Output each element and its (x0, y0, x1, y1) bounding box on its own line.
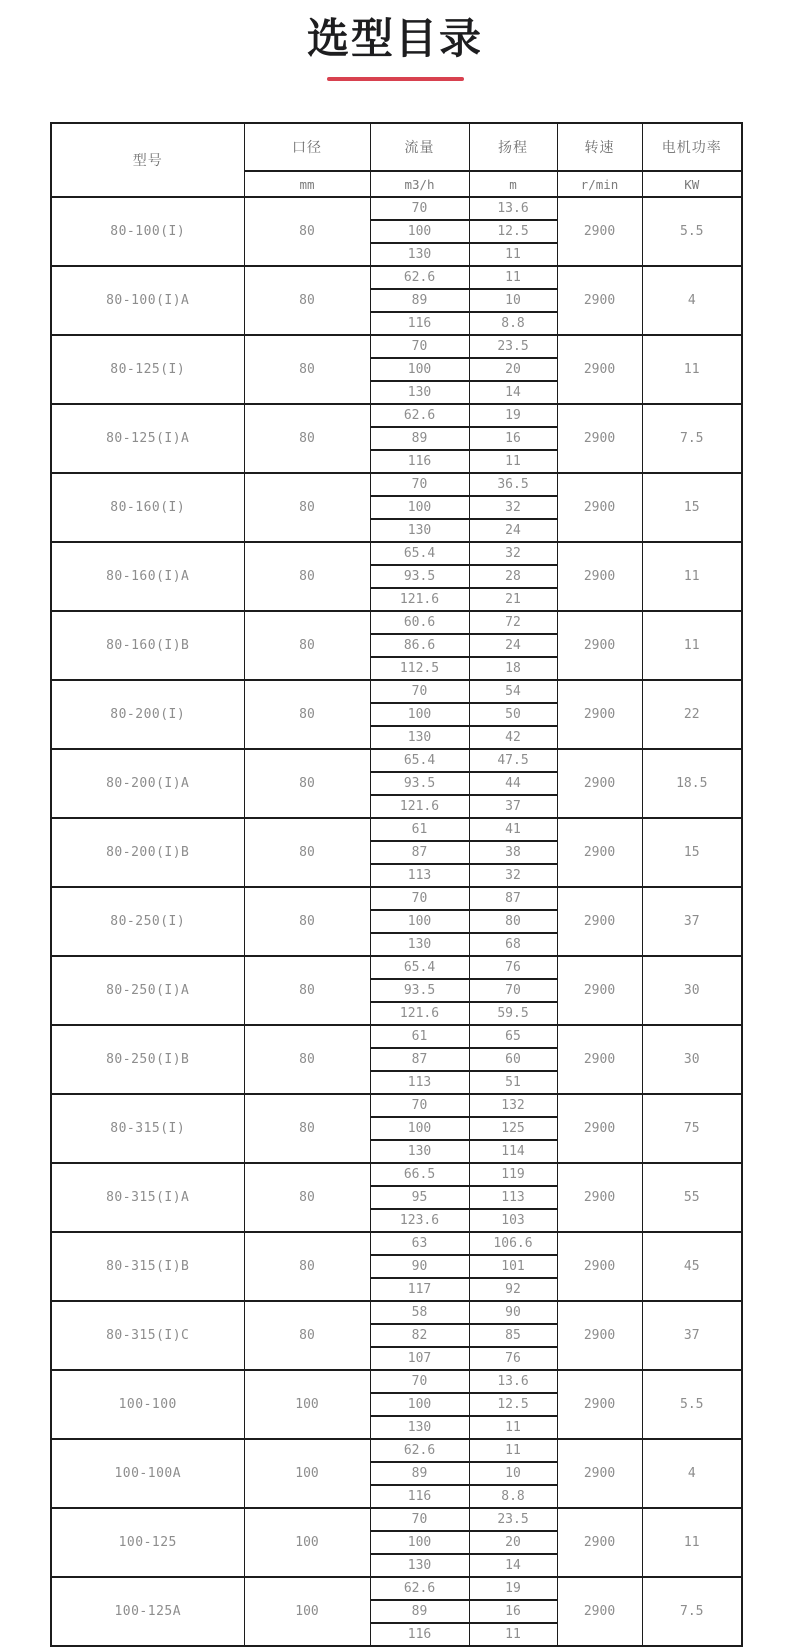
flow-cell: 123.6 (370, 1209, 469, 1232)
diameter-cell: 80 (244, 335, 370, 404)
power-cell: 7.5 (642, 404, 742, 473)
flow-cell: 58 (370, 1301, 469, 1324)
head-cell: 90 (469, 1301, 557, 1324)
flow-cell: 93.5 (370, 772, 469, 795)
flow-cell: 116 (370, 1485, 469, 1508)
head-cell: 24 (469, 519, 557, 542)
head-cell: 44 (469, 772, 557, 795)
model-cell: 80-160(I)A (51, 542, 244, 611)
head-cell: 16 (469, 427, 557, 450)
page-title: 选型目录 (306, 15, 483, 62)
flow-cell: 82 (370, 1324, 469, 1347)
head-cell: 11 (469, 450, 557, 473)
head-cell: 80 (469, 910, 557, 933)
model-cell: 100-125 (51, 1508, 244, 1577)
table-row (51, 404, 742, 427)
head-cell: 11 (469, 266, 557, 289)
head-cell: 50 (469, 703, 557, 726)
unit-power: KW (642, 171, 742, 197)
speed-cell: 2900 (557, 956, 642, 1025)
table-row (51, 1508, 742, 1531)
model-cell: 100-125A (51, 1577, 244, 1646)
power-cell: 75 (642, 1094, 742, 1163)
flow-cell: 95 (370, 1186, 469, 1209)
flow-cell: 130 (370, 726, 469, 749)
flow-cell: 117 (370, 1278, 469, 1301)
model-cell: 80-200(I) (51, 680, 244, 749)
flow-cell: 65.4 (370, 542, 469, 565)
flow-cell: 70 (370, 1094, 469, 1117)
power-cell: 4 (642, 266, 742, 335)
power-cell: 15 (642, 818, 742, 887)
model-cell: 80-160(I)B (51, 611, 244, 680)
unit-diameter: mm (244, 171, 370, 197)
table-row (51, 542, 742, 565)
flow-cell: 63 (370, 1232, 469, 1255)
flow-cell: 112.5 (370, 657, 469, 680)
flow-cell: 121.6 (370, 795, 469, 818)
power-cell: 11 (642, 1508, 742, 1577)
flow-cell: 62.6 (370, 404, 469, 427)
power-cell: 7.5 (642, 1577, 742, 1646)
flow-cell: 93.5 (370, 979, 469, 1002)
flow-cell: 130 (370, 519, 469, 542)
table-row (51, 1439, 742, 1462)
head-cell: 41 (469, 818, 557, 841)
power-cell: 15 (642, 473, 742, 542)
col-header-model: 型号 (51, 123, 244, 197)
table-row (51, 1577, 742, 1600)
diameter-cell: 80 (244, 266, 370, 335)
speed-cell: 2900 (557, 1370, 642, 1439)
flow-cell: 61 (370, 1025, 469, 1048)
flow-cell: 113 (370, 864, 469, 887)
head-cell: 36.5 (469, 473, 557, 496)
flow-cell: 107 (370, 1347, 469, 1370)
speed-cell: 2900 (557, 1301, 642, 1370)
flow-cell: 70 (370, 335, 469, 358)
head-cell: 32 (469, 542, 557, 565)
speed-cell: 2900 (557, 1232, 642, 1301)
power-cell: 5.5 (642, 1370, 742, 1439)
head-cell: 132 (469, 1094, 557, 1117)
flow-cell: 100 (370, 220, 469, 243)
head-cell: 16 (469, 1600, 557, 1623)
head-cell: 12.5 (469, 1393, 557, 1416)
model-cell: 100-100A (51, 1439, 244, 1508)
flow-cell: 60.6 (370, 611, 469, 634)
head-cell: 125 (469, 1117, 557, 1140)
power-cell: 11 (642, 611, 742, 680)
flow-cell: 100 (370, 703, 469, 726)
flow-cell: 130 (370, 933, 469, 956)
head-cell: 87 (469, 887, 557, 910)
col-header-speed: 转速 (557, 123, 642, 171)
flow-cell: 93.5 (370, 565, 469, 588)
flow-cell: 130 (370, 381, 469, 404)
flow-cell: 62.6 (370, 266, 469, 289)
speed-cell: 2900 (557, 749, 642, 818)
model-cell: 80-125(I) (51, 335, 244, 404)
flow-cell: 62.6 (370, 1577, 469, 1600)
model-cell: 100-100 (51, 1370, 244, 1439)
table-row (51, 266, 742, 289)
flow-cell: 65.4 (370, 956, 469, 979)
head-cell: 24 (469, 634, 557, 657)
flow-cell: 130 (370, 1416, 469, 1439)
flow-cell: 70 (370, 680, 469, 703)
head-cell: 21 (469, 588, 557, 611)
model-cell: 80-200(I)A (51, 749, 244, 818)
head-cell: 103 (469, 1209, 557, 1232)
diameter-cell: 80 (244, 1232, 370, 1301)
table-row (51, 1094, 742, 1117)
speed-cell: 2900 (557, 1094, 642, 1163)
head-cell: 20 (469, 358, 557, 381)
head-cell: 113 (469, 1186, 557, 1209)
power-cell: 22 (642, 680, 742, 749)
head-cell: 51 (469, 1071, 557, 1094)
head-cell: 8.8 (469, 1485, 557, 1508)
head-cell: 70 (469, 979, 557, 1002)
head-cell: 72 (469, 611, 557, 634)
diameter-cell: 80 (244, 818, 370, 887)
head-cell: 106.6 (469, 1232, 557, 1255)
diameter-cell: 80 (244, 680, 370, 749)
model-cell: 80-315(I) (51, 1094, 244, 1163)
table-row (51, 749, 742, 772)
head-cell: 37 (469, 795, 557, 818)
head-cell: 19 (469, 1577, 557, 1600)
speed-cell: 2900 (557, 1163, 642, 1232)
unit-head: m (469, 171, 557, 197)
table-row (51, 197, 742, 220)
speed-cell: 2900 (557, 197, 642, 266)
diameter-cell: 100 (244, 1439, 370, 1508)
head-cell: 14 (469, 381, 557, 404)
col-header-power: 电机功率 (642, 123, 742, 171)
table-body (51, 197, 742, 1646)
head-cell: 68 (469, 933, 557, 956)
flow-cell: 62.6 (370, 1439, 469, 1462)
flow-cell: 116 (370, 312, 469, 335)
head-cell: 11 (469, 1439, 557, 1462)
flow-cell: 89 (370, 427, 469, 450)
speed-cell: 2900 (557, 818, 642, 887)
diameter-cell: 80 (244, 542, 370, 611)
power-cell: 4 (642, 1439, 742, 1508)
flow-cell: 61 (370, 818, 469, 841)
head-cell: 60 (469, 1048, 557, 1071)
head-cell: 28 (469, 565, 557, 588)
head-cell: 10 (469, 1462, 557, 1485)
head-cell: 13.6 (469, 197, 557, 220)
model-cell: 80-250(I)A (51, 956, 244, 1025)
head-cell: 101 (469, 1255, 557, 1278)
diameter-cell: 80 (244, 1025, 370, 1094)
title-underline-accent (327, 77, 464, 81)
unit-speed: r/min (557, 171, 642, 197)
selection-catalog-table (50, 122, 743, 1647)
head-cell: 59.5 (469, 1002, 557, 1025)
head-cell: 76 (469, 1347, 557, 1370)
head-cell: 10 (469, 289, 557, 312)
head-cell: 18 (469, 657, 557, 680)
speed-cell: 2900 (557, 887, 642, 956)
table-row (51, 1301, 742, 1324)
model-cell: 80-125(I)A (51, 404, 244, 473)
flow-cell: 121.6 (370, 1002, 469, 1025)
head-cell: 47.5 (469, 749, 557, 772)
flow-cell: 89 (370, 1600, 469, 1623)
diameter-cell: 80 (244, 197, 370, 266)
power-cell: 37 (642, 887, 742, 956)
head-cell: 92 (469, 1278, 557, 1301)
head-cell: 119 (469, 1163, 557, 1186)
diameter-cell: 80 (244, 611, 370, 680)
head-cell: 32 (469, 864, 557, 887)
speed-cell: 2900 (557, 1025, 642, 1094)
speed-cell: 2900 (557, 542, 642, 611)
flow-cell: 113 (370, 1071, 469, 1094)
speed-cell: 2900 (557, 1439, 642, 1508)
table-row (51, 1370, 742, 1393)
power-cell: 30 (642, 956, 742, 1025)
power-cell: 11 (642, 335, 742, 404)
flow-cell: 89 (370, 289, 469, 312)
flow-cell: 70 (370, 1370, 469, 1393)
flow-cell: 121.6 (370, 588, 469, 611)
header-row (51, 123, 742, 171)
diameter-cell: 80 (244, 1094, 370, 1163)
model-cell: 80-200(I)B (51, 818, 244, 887)
diameter-cell: 80 (244, 749, 370, 818)
head-cell: 11 (469, 1623, 557, 1646)
flow-cell: 89 (370, 1462, 469, 1485)
table-row (51, 818, 742, 841)
speed-cell: 2900 (557, 680, 642, 749)
head-cell: 85 (469, 1324, 557, 1347)
flow-cell: 87 (370, 841, 469, 864)
head-cell: 19 (469, 404, 557, 427)
col-header-flow: 流量 (370, 123, 469, 171)
col-header-diameter: 口径 (244, 123, 370, 171)
flow-cell: 70 (370, 473, 469, 496)
table-row (51, 611, 742, 634)
diameter-cell: 80 (244, 887, 370, 956)
power-cell: 45 (642, 1232, 742, 1301)
model-cell: 80-100(I)A (51, 266, 244, 335)
flow-cell: 66.5 (370, 1163, 469, 1186)
flow-cell: 100 (370, 1531, 469, 1554)
power-cell: 37 (642, 1301, 742, 1370)
head-cell: 12.5 (469, 220, 557, 243)
speed-cell: 2900 (557, 266, 642, 335)
head-cell: 114 (469, 1140, 557, 1163)
flow-cell: 100 (370, 1117, 469, 1140)
flow-cell: 100 (370, 1393, 469, 1416)
flow-cell: 86.6 (370, 634, 469, 657)
table-row (51, 1025, 742, 1048)
flow-cell: 100 (370, 496, 469, 519)
head-cell: 11 (469, 243, 557, 266)
head-cell: 13.6 (469, 1370, 557, 1393)
model-cell: 80-250(I) (51, 887, 244, 956)
table-row (51, 1232, 742, 1255)
flow-cell: 130 (370, 1140, 469, 1163)
flow-cell: 100 (370, 358, 469, 381)
table-row (51, 473, 742, 496)
speed-cell: 2900 (557, 404, 642, 473)
model-cell: 80-315(I)B (51, 1232, 244, 1301)
table-header (51, 123, 742, 197)
head-cell: 23.5 (469, 1508, 557, 1531)
diameter-cell: 100 (244, 1508, 370, 1577)
flow-cell: 70 (370, 887, 469, 910)
head-cell: 8.8 (469, 312, 557, 335)
flow-cell: 100 (370, 910, 469, 933)
head-cell: 32 (469, 496, 557, 519)
speed-cell: 2900 (557, 335, 642, 404)
table-row (51, 956, 742, 979)
diameter-cell: 100 (244, 1577, 370, 1646)
flow-cell: 116 (370, 450, 469, 473)
head-cell: 65 (469, 1025, 557, 1048)
model-cell: 80-315(I)A (51, 1163, 244, 1232)
diameter-cell: 80 (244, 1301, 370, 1370)
diameter-cell: 80 (244, 404, 370, 473)
head-cell: 42 (469, 726, 557, 749)
head-cell: 38 (469, 841, 557, 864)
speed-cell: 2900 (557, 611, 642, 680)
unit-flow: m3/h (370, 171, 469, 197)
head-cell: 11 (469, 1416, 557, 1439)
model-cell: 80-100(I) (51, 197, 244, 266)
table-row (51, 1163, 742, 1186)
speed-cell: 2900 (557, 473, 642, 542)
speed-cell: 2900 (557, 1577, 642, 1646)
model-cell: 80-160(I) (51, 473, 244, 542)
flow-cell: 70 (370, 1508, 469, 1531)
model-cell: 80-250(I)B (51, 1025, 244, 1094)
head-cell: 14 (469, 1554, 557, 1577)
power-cell: 11 (642, 542, 742, 611)
flow-cell: 130 (370, 1554, 469, 1577)
speed-cell: 2900 (557, 1508, 642, 1577)
head-cell: 76 (469, 956, 557, 979)
flow-cell: 90 (370, 1255, 469, 1278)
flow-cell: 130 (370, 243, 469, 266)
flow-cell: 65.4 (370, 749, 469, 772)
table-row (51, 680, 742, 703)
diameter-cell: 80 (244, 1163, 370, 1232)
diameter-cell: 80 (244, 473, 370, 542)
power-cell: 55 (642, 1163, 742, 1232)
model-cell: 80-315(I)C (51, 1301, 244, 1370)
diameter-cell: 100 (244, 1370, 370, 1439)
table-row (51, 335, 742, 358)
power-cell: 5.5 (642, 197, 742, 266)
col-header-head: 扬程 (469, 123, 557, 171)
head-cell: 23.5 (469, 335, 557, 358)
power-cell: 30 (642, 1025, 742, 1094)
power-cell: 18.5 (642, 749, 742, 818)
diameter-cell: 80 (244, 956, 370, 1025)
head-cell: 54 (469, 680, 557, 703)
flow-cell: 116 (370, 1623, 469, 1646)
flow-cell: 87 (370, 1048, 469, 1071)
table-row (51, 887, 742, 910)
flow-cell: 70 (370, 197, 469, 220)
head-cell: 20 (469, 1531, 557, 1554)
